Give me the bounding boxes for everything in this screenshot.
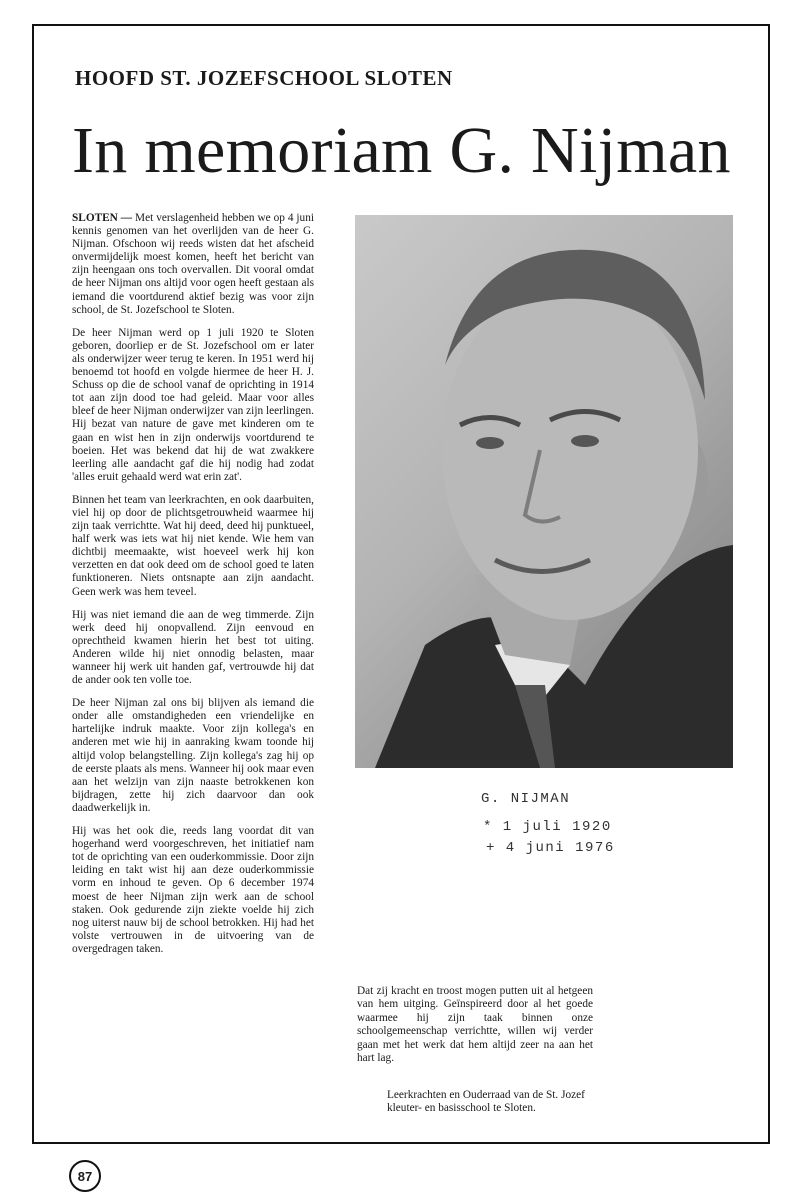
paragraph-6: Hij was het ook die, reeds lang voordat dit van hogerhand werd voorgeschreven, het initiatief nam tot de oprichting van een ouderkommissie. Door zijn leiding en takt wist hij aan deze ouderkommissie vorm en inhoud te geven. Op 6 december 1974 moest de heer Nijman zijn werk aan de school staken. Ook gedurende zijn ziekte voelde hij zich nog uiterst nauw bij de school betrokken. Hij had het volste vertrouwen in de uitvoering van de overgedragen taken. xyxy=(72,825,314,955)
article-body xyxy=(72,212,314,966)
caption-name: G. NIJMAN xyxy=(481,791,571,807)
paragraph-1: SLOTEN — Met verslagenheid hebben we op 4 juni kennis genomen van het overlijden van de heer G. Nijman. Ofschoon wij reeds wisten dat het afscheid onvermijdelijk moest komen, heeft het bericht van zijn heengaan ons toch overvallen. Dit vooral omdat de heer Nijman ons altijd voor ogen heeft gestaan als iemand die voortdurend aktief bezig was voor zijn school, de St. Jozefschool te Sloten. xyxy=(72,212,314,316)
paragraph-2: De heer Nijman werd op 1 juli 1920 te Sloten geboren, doorliep er de St. Jozefschool om er later als onderwijzer weer terug te keren. In 1951 werd hij benoemd tot hoofd en volgde hiermee de heer H. J. Schuss op die de school vanaf de oprichting in 1914 tot aan zijn dood toe had geleid. Maar voor alles bleef de heer Nijman onderwijzer van zijn leerlingen. Hij bezat van nature de gave met kinderen om te gaan en wist hen in zijn onderwijs voortdurend te boeien. Het was bekend dat hij de wat zwakkere leerling alle aandacht gaf die hij nodig had zodat 'alles eruit gehaald werd wat erin zat'. xyxy=(72,326,314,483)
closing-paragraph: Dat zij kracht en troost mogen putten uit al hetgeen van hem uitging. Geïnspireerd door al het goede waarmee hij zijn taak binnen onze schoolgemeenschap verrichtte, willen wij verder gaan met het werk dat hem altijd zeer na aan het hart lag. xyxy=(357,985,593,1065)
page-number: 87 xyxy=(69,1160,101,1192)
death-date: + 4 juni 1976 xyxy=(486,840,615,856)
dateline: SLOTEN — xyxy=(72,212,133,224)
headline: In memoriam G. Nijman xyxy=(72,114,731,187)
signature: Leerkrachten en Ouderraad van de St. Jozef kleuter- en basisschool te Sloten. xyxy=(387,1089,585,1115)
paragraph-3: Binnen het team van leerkrachten, en ook daarbuiten, viel hij op door de plichtsgetrouwheid waarmee hij zijn taak verrichtte. Wat hij deed, deed hij punktueel, half werk was iets wat hij niet kende. Wie hem van dichtbij meemaakte, wist hoeveel werk hij kon verzetten en dat ook deed om de school goed te laten funktioneren. Niets ontsnapte aan zijn aandacht. Geen werk was hem teveel. xyxy=(72,493,314,598)
birth-date: * 1 juli 1920 xyxy=(483,819,612,835)
paragraph-5: De heer Nijman zal ons bij blijven als iemand die onder alle omstandigheden een vriendelijke en hartelijke indruk maakte. Voor zijn kollega's en anderen met wie hij in aanraking kwam toonde hij altijd volop belangstelling. Zijn kollega's zag hij op de eerste plaats als mens. Wanneer hij ook maar even aan het welzijn van zijn naaste betrokkenen kon bijdragen, zette hij zich daarvoor dan ook daadwerkelijk in. xyxy=(72,697,314,814)
paragraph-4: Hij was niet iemand die aan de weg timmerde. Zijn werk deed hij onopvallend. Zijn eenvoud en oprechtheid kwamen hierin het best tot uiting. Anderen wilde hij niet onnodig belasten, maar wanneer hij werk uit handen gaf, vertrouwde hij dat de ander ook ten volle toe. xyxy=(72,608,314,687)
portrait-photo xyxy=(355,215,733,768)
kicker: HOOFD ST. JOZEFSCHOOL SLOTEN xyxy=(75,66,453,90)
